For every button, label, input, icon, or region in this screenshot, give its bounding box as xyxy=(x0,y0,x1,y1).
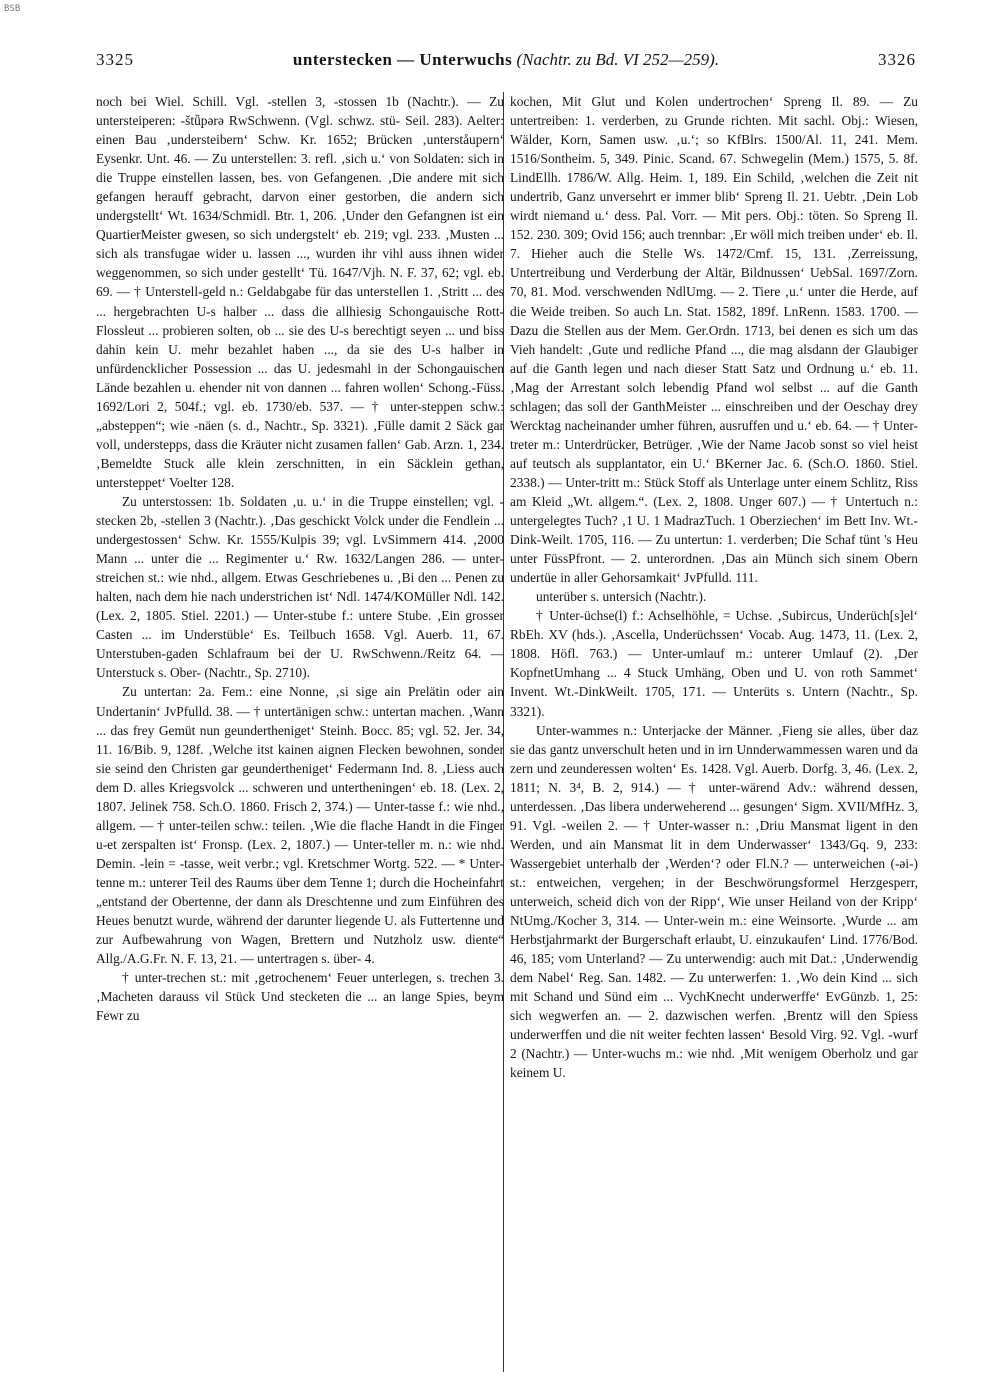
page-number-left: 3325 xyxy=(96,50,134,69)
running-title xyxy=(96,50,916,70)
entry-paragraph: Zu unterstossen: 1b. Soldaten ‚u. u.‘ in die Truppe einstellen; vgl. -stecken 2b, -stellen 3 (Nachtr.). ‚Das geschickt Volck under die Fendlein ... undergestossen‘ Schw. Kr. 1555/Kulpis 39; vgl. LvSimmern 414. ‚2000 Mann ... unter die ... Regimenter u.‘ Rw. 1632/Langen 286. — unter-streichen st.: wie nhd., allgem. Etwas Geschriebenes u. ‚Bi den ... Penen zu halten, nach dem hie nach understrichen ist‘ Ndl. 1474/KOMüller Ndl. 142. (Lex. 2, 1805. Stiel. 2201.) — Unter-stube f.: untere Stube. ‚Ein grosser Casten ... im Understüble‘ Es. Teilbuch 1658. Vgl. Auerb. 11, 67. Unterstuben-gaden Schlafraum bei der U. RwSchwenn./Reitz 64. — Unterstuck s. Ober- (Nachtr., Sp. 2710). xyxy=(96,493,504,681)
entry-paragraph: unterüber s. untersich (Nachtr.). xyxy=(536,589,707,605)
right-column xyxy=(510,92,918,1370)
entry-paragraph: kochen, Mit Glut und Kolen undertrochen‘ Spreng Il. 89. — Zu untertreiben: 1. verderben, zu Grunde richten. Mit sachl. Obj.: Wiesen, Wälder, Korn, Samen usw. ‚u.‘; so KfBlrs. 1500/Al. 11, 241. Mem. 1516/Sontheim. 5, 349. Pinic. Scand. 67. Schwegelin (Mem.) 1575, 5. 8f. LindEllh. 1786/W. Allg. Heim. 1, 189. Ein Schild, ‚welchen die Zeit nit undertrib, Ganz unversehrt er immer blib‘ Spreng Il. 21. Uebtr. ‚Dein Lob wirdt niemand u.‘ dess. Pal. Vorr. — Mit pers. Obj.: töten. So Spreng Il. 152. 230. 309; Ovid 156; auch trennbar: ‚Er wöll mich treiben under‘ eb. Il. 7. Hieher auch die Stelle Ws. 1472/Cmf. 15, 131. ‚Zerreissung, Untertreibung und Verderbung der Altär, Bildnussen‘ UebSal. 1697/Zorn. 70, 81. Mod. verschwenden NdlUmg. — 2. Tiere ‚u.‘ unter die Herde, auf die Weide treiben. So auch Ln. Stat. 1582, 189f. LnRenn. 1583. 1700. — Dazu die Stellen aus der Mem. Ger.Ordn. 1713, bei denen es sich um das Vieh handelt: ‚Gute und redliche Pfand ..., die mag alsdann der Glaubiger auf die Ganth legen und nach dieser Statt Satz und Ordnung u.‘ eb. 11. ‚Mag der Arrestant solch lebendig Pfand wol selbst ... auf die Ganth schlagen; das soll der GanthMeister ... einschreiben und der Oeschay drey Wercktag nacheinander umher führen, ausruffen und u.‘ eb. 64. — † Unter-treter m.: Unterdrücker, Betrüger. ‚Wie der Name Jacob sonst so viel heist auf teutsch als supplantator, ein U.‘ BKerner Jac. 6. (Sch.O. 1860. Stiel. 2338.) — Unter-tritt m.: Stück Stoff als Unterlage unter einem Schlitz, Riss am Kleid „Wt. allgem.“. (Lex. 2, 1808. Unger 607.) — † Untertuch n.: untergelegtes Tuch? ‚1 U. 1 MadrazTuch. 1 Oberziechen‘ im Bett Inv. Wt.-Dink-Weilt. 1705, 116. — Zu untertun: 1. verderben; Die Schaf tünt 's Heu unter FüssPfront. — 2. unterordnen. ‚Das ain Münch sich sinem Obern undertüe in aller Gehorsamkait‘ JvPfulld. 111. xyxy=(510,94,918,586)
entry-paragraph: Unter-wammes n.: Unterjacke der Männer. ‚Fieng sie alles, über daz sie das gantz unverschult heten und in irn Unnderwammessen waren und da zern und zeunderessen wolten‘ Es. 1428. Vgl. Auerb. Dorfg. 3, 46. (Lex. 2, 1811; N. 3⁴, B. 2, 914.) — † unter-wärend Adv.: während dessen, unterdessen. ‚Das libera underweherend ... gesungen‘ Sigm. XVII/MfHz. 3, 91. Vgl. -weilen 2. — † Unter-wasser n.: ‚Driu Mansmat ligent in den Werden, und ain Mansmat lit in dem Underwasser‘ 1343/Gq. 9, 233: Wassergebiet unterhalb der ‚Werden‘? oder Fl.N.? — unterweichen (-əi-) st.: entweichen, vergehen; in der Beschwörungsformel Herzgesperr, unterweich, scheid dich von der Ripp‘, Wie unser Heiland von der Kripp‘ NtUmg./Kocher 3, 314. — Unter-wein m.: eine Weinsorte. ‚Wurde ... am Herbstjahrmarkt der Burgerschaft erlaubt, U. einzukaufen‘ Lind. 1776/Bod. 46, 185; vom Unterland? — Zu unterwendig: auch mit Dat.: ‚Underwendig dem Nabel‘ Reg. San. 1482. — Zu unterwerfen: 1. ‚Wo dein Kind ... sich mit Schand und Sünd eim ... VychKnecht underwerffe‘ EvGünzb. 1, 25: sich wegwerfen an. — 2. dazwischen werfen. ‚Brentz will den Spiess underwerffen und die nit weiter fechten lassen‘ Besold Virg. 92. Vgl. -wurf 2 (Nachtr.) — Unter-wuchs m.: wie nhd. ‚Mit wenigem Oberholz und gar keinem U. xyxy=(510,722,918,1081)
library-stamp: BSB xyxy=(4,4,21,14)
page-header xyxy=(96,50,916,74)
page-number-right: 3326 xyxy=(878,50,916,69)
running-title-main: unterstecken — Unterwuchs xyxy=(292,50,513,69)
entry-paragraph: † Unter-üchse(l) f.: Achselhöhle, = Uchse. ‚Subircus, Underüch[s]el‘ RbEh. XV (hds.). ‚Ascella, Underüchssen‘ Vocab. Aug. 1473, 11. (Lex. 2, 1808. Höfl. 763.) — Unter-umlauf m.: unterer Umlauf (2). ‚Der KopfnetUmhang ... 4 Stuck Umhäng, Oben und U. von roth Sammet‘ Invent. Wt.-DinkWeilt. 1705, 171. — Unterüts s. Untern (Nachtr., Sp. 3321). xyxy=(510,608,918,719)
entry-paragraph: † unter-trechen st.: mit ‚getrochenem‘ Feuer unterlegen, s. trechen 3. ‚Macheten darauss vil Stück Und stecketen die ... an lange Spies, beym Fewr zu xyxy=(96,970,504,1024)
running-title-ref: (Nachtr. zu Bd. VI 252—259). xyxy=(516,50,720,69)
entry-paragraph: Zu untertan: 2a. Fem.: eine Nonne, ‚si sige ain Prelätin oder ain Undertanin‘ JvPfulld. 38. — † untertänigen schw.: untertan machen. ‚Wann ... das frey Gemüt nun geundertheniget‘ Steinh. Bocc. 85; vgl. 52. Jer. 34, 11. 16/Bib. 9, 128f. ‚Welche itst kainen aignen Flecken bewohnen, sonder sie seind den Christen gar geundertheniget‘ Federmann Ind. 8. ‚Liess auch dem D. alles Kriegsvolck ... schweren und untertheningen‘ eb. 18. (Lex. 2, 1807. Jelinek 758. Sch.O. 1860. Frisch 2, 374.) — Unter-tasse f.: wie nhd., allgem. — † unter-teilen schw.: teilen. ‚Wie die flache Handt in die Finger u-et zerspalten ist‘ Fronsp. (Lex. 2, 1807.) — Unter-teller m. n.: wie nhd. Demin. -lein = -tasse, weit verbr.; vgl. Kretschmer Wortg. 522. — * Unter-tenne m.: unterer Teil des Raums über dem Tenne 1; durch die Hocheinfahrt „entstand der Obertenne, der dann als Dreschtenne und zum Einführen des Heues benutzt wurde, während der darunter liegende U. als Futtertenne und zur Aufbewahrung von Wagen, Brettern und Nutzholz usw. diente“ Allg./A.G.Fr. N. F. 13, 21. — untertragen s. über- 4. xyxy=(96,684,504,967)
entry-paragraph: noch bei Wiel. Schill. Vgl. -stellen 3, -stossen 1b (Nachtr.). — Zu untersteiperen: -štǖpərə RwSchwenn. (Vgl. schwz. stü- Seil. 283). Aelter: einen Bau ‚understeibern‘ Schw. Kr. 1652; Brücken ‚unterståupern‘ Eysenkr. Unt. 46. — Zu unterstellen: 3. refl. ‚sich u.‘ von Soldaten: sich in die Truppe einstellen lassen, bes. von Gefangenen. ‚Die andere mit sich gefangen herauff gebracht, darvon einer gestorben, die andern sich undergstellt‘ Wt. 1634/Schmidl. Btr. 1, 206. ‚Under den Gefangnen ist ein QuartierMeister gwesen, so sich undergstelt‘ eb. 219; vgl. 233. ‚Musten ... sich als transfugae wider u. lassen ..., wurden ihr vihl auss ihnen wider weggenommen, so sich under gestellt‘ Tü. 1647/Vjh. N. F. 37, 62; vgl. eb. 69. — † Unterstell-geld n.: Geldabgabe für das unterstellen 1. ‚Stritt ... des ... hergebrachten U-s halber ... dass die allhiesig Schongauische Rott-Flossleut ... probieren solten, ob ... sie des U-s berechtigt seyen ... und biss dahin kein U. mehr bezahlet haben ..., da sie des U-s halber in unfürdencklicher Possession ... das U. jedesmahl in der Schongauischen Lände bezahlen u. ehender nit von dannen ... fahren wollen‘ Schong.-Füss. 1692/Lori 2, 504f.; vgl. eb. 1730/eb. 537. — † unter-steppen schw.: „absteppen“; wie -näen (s. d., Nachtr., Sp. 3321). ‚Fülle damit 2 Säck gar voll, understepps, dass die Kräuter nicht zusamen fallen‘ Gab. Arzn. 1, 234. ‚Bemeldte Stuck alle klein zerschnitten, in ein Säcklein gethan, untersteppet‘ Voelter 128. xyxy=(96,94,504,490)
left-column xyxy=(96,92,504,1370)
